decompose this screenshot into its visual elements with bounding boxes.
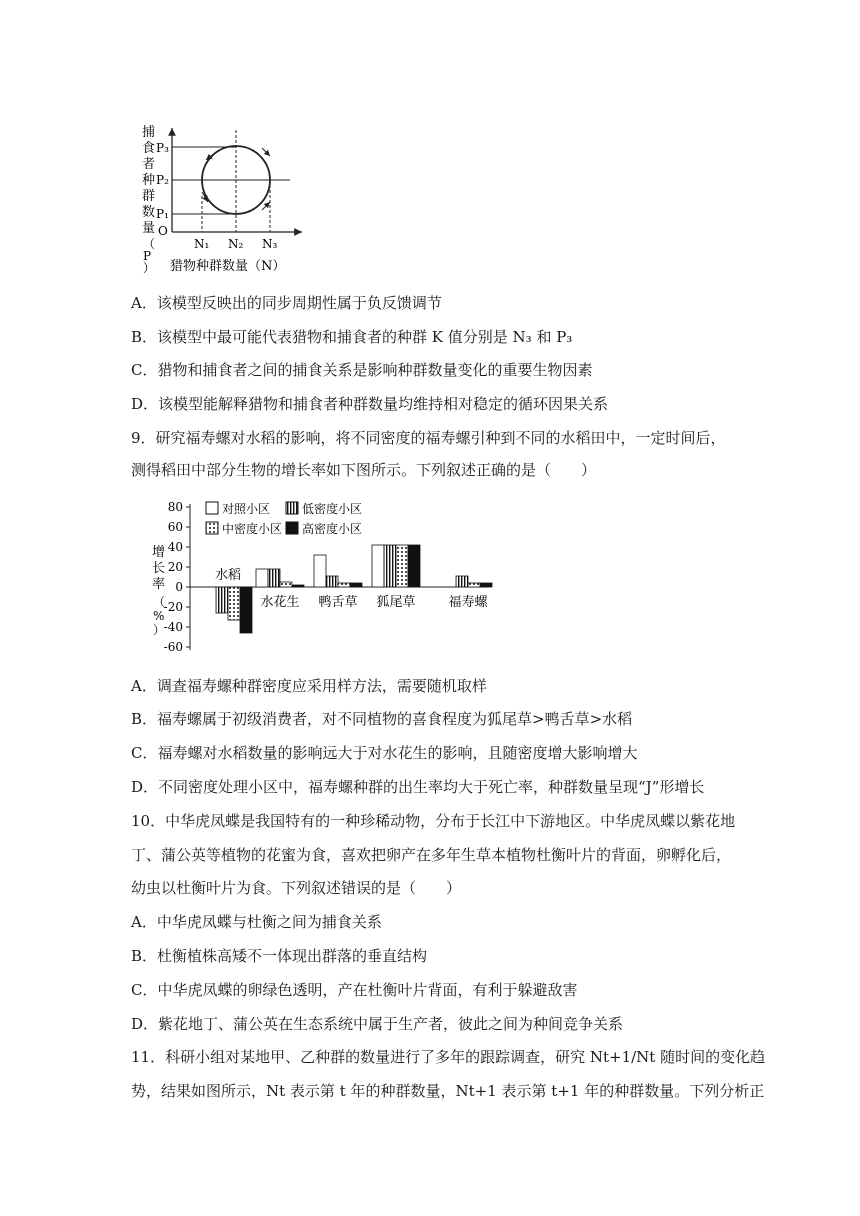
q10-stem-line2: 丁、蒲公英等植物的花蜜为食，喜欢把卵产在多年生草本植物杜衡叶片的背面，卵孵化后，: [131, 846, 732, 864]
bar: [456, 576, 468, 587]
predator-prey-model-figure: [128, 122, 308, 278]
svg-text:）: ）: [153, 623, 166, 637]
q11-stem-line1: 11．科研小组对某地甲、乙种群的数量进行了多年的跟踪调查，研究 Nt+1/Nt 随时间的变化趋: [131, 1048, 766, 1066]
svg-text:（: （: [153, 595, 166, 609]
bar: [384, 545, 396, 587]
bar: [480, 583, 492, 587]
bar: [372, 545, 384, 587]
q9-stem-line1: 9．研究福寿螺对水稻的影响，将不同密度的福寿螺引种到不同的水稻田中，一定时间后，: [131, 429, 726, 447]
legend-label-high: 高密度小区: [302, 522, 363, 536]
svg-text:增: 增: [152, 545, 166, 560]
q9-option-c: C．福寿螺对水稻数量的影响远大于对水花生的影响，且随密度增大影响增大: [131, 744, 638, 762]
y-axis-label-char: 捕: [142, 125, 156, 140]
y-axis-label-char: 量: [142, 221, 156, 236]
q8-option-d: D．该模型能解释猎物和捕食者种群数量均维持相对稳定的循环因果关系: [131, 395, 609, 413]
bar: [292, 585, 304, 587]
y-axis-label-char: 种: [142, 173, 156, 188]
q10-option-d: D．紫花地丁、蒲公英在生态系统中属于生产者，彼此之间为种间竞争关系: [131, 1015, 624, 1033]
y-tick-label: 40: [167, 540, 183, 554]
q10-option-a: A．中华虎凤蝶与杜衡之间为捕食关系: [131, 913, 382, 931]
growth-rate-bar-chart: [128, 490, 508, 662]
y-tick-label: 80: [167, 500, 183, 514]
y-axis-label-char: 数: [142, 205, 156, 220]
category-label: 福寿螺: [448, 595, 488, 610]
bar: [408, 545, 420, 587]
bar: [326, 576, 338, 587]
bar: [314, 555, 326, 587]
bar: [240, 587, 252, 633]
q9-option-a: A．调查福寿螺种群密度应采用样方法，需要随机取样: [131, 677, 487, 695]
chart-legend: [206, 501, 362, 536]
q10-option-b: B．杜衡植株高矮不一体现出群落的垂直结构: [131, 947, 428, 965]
y-tick-label: 20: [167, 560, 183, 574]
n1-label: N₁: [194, 237, 210, 251]
legend-label-low: 低密度小区: [302, 502, 363, 516]
p1-label: P₁: [156, 207, 169, 221]
svg-text:长: 长: [152, 561, 166, 576]
y-axis-label-char: ）: [143, 261, 156, 275]
n3-label: N₃: [262, 237, 278, 251]
origin-label: O: [158, 224, 168, 238]
n2-label: N₂: [228, 237, 244, 251]
y-axis-label-char: 群: [142, 189, 156, 204]
bar: [280, 582, 292, 587]
q9-option-d: D．不同密度处理小区中，福寿螺种群的出生率均大于死亡率，种群数量呈现“J”形增长: [131, 778, 705, 796]
p3-label: P₃: [156, 141, 169, 155]
bar: [396, 545, 408, 587]
category-label: 鸭舌草: [318, 595, 358, 610]
y-tick-label: -20: [163, 600, 183, 614]
svg-text:率: 率: [152, 577, 166, 592]
svg-text:%: %: [153, 609, 165, 623]
y-axis-label-char: P: [143, 249, 152, 263]
bar: [338, 583, 350, 587]
q10-stem-line1: 10．中华虎凤蝶是我国特有的一种珍稀动物，分布于长江中下游地区。中华虎凤蝶以紫花地: [131, 812, 736, 830]
y-tick-label: -40: [163, 620, 183, 634]
bar: [256, 569, 268, 587]
bar: [268, 569, 280, 587]
category-label: 狐尾草: [376, 595, 416, 610]
category-label: 水稻: [214, 568, 242, 583]
bar: [228, 587, 240, 620]
y-axis-label-char: （: [143, 237, 156, 251]
x-axis-label: 猎物种群数量（N）: [170, 259, 286, 274]
y-tick-label: -60: [163, 640, 183, 654]
q11-stem-line2: 势，结果如图所示，Nt 表示第 t 年的种群数量，Nt+1 表示第 t+1 年的种群数量。下列分析正: [131, 1082, 765, 1100]
q9-option-b: B．福寿螺属于初级消费者，对不同植物的喜食程度为狐尾草>鸭舌草>水稻: [131, 710, 633, 728]
legend-label-control: 对照小区: [222, 502, 271, 516]
category-label: 水花生: [260, 595, 300, 610]
bar: [350, 583, 362, 587]
y-axis-label-char: 者: [142, 157, 156, 172]
p2-label: P₂: [156, 173, 169, 187]
y-tick-label: 0: [175, 580, 183, 594]
legend-label-mid: 中密度小区: [222, 522, 283, 536]
q10-option-c: C．中华虎凤蝶的卵绿色透明，产在杜衡叶片背面，有利于躲避敌害: [131, 981, 578, 999]
q10-stem-line3: 幼虫以杜衡叶片为食。下列叙述错误的是（ ）: [131, 879, 462, 897]
y-axis-label: [152, 545, 165, 637]
q8-option-a: A．该模型反映出的同步周期性属于负反馈调节: [131, 294, 442, 312]
q8-option-b: B．该模型中最可能代表猎物和捕食者的种群 K 值分别是 N₃ 和 P₃: [131, 328, 573, 346]
q9-stem-line2: 测得稻田中部分生物的增长率如下图所示。下列叙述正确的是（ ）: [131, 461, 597, 479]
bar: [216, 587, 228, 613]
bar: [468, 583, 480, 587]
y-axis-label-char: 食: [142, 141, 156, 156]
q8-option-c: C．猎物和捕食者之间的捕食关系是影响种群数量变化的重要生物因素: [131, 361, 593, 379]
y-tick-label: 60: [167, 520, 183, 534]
